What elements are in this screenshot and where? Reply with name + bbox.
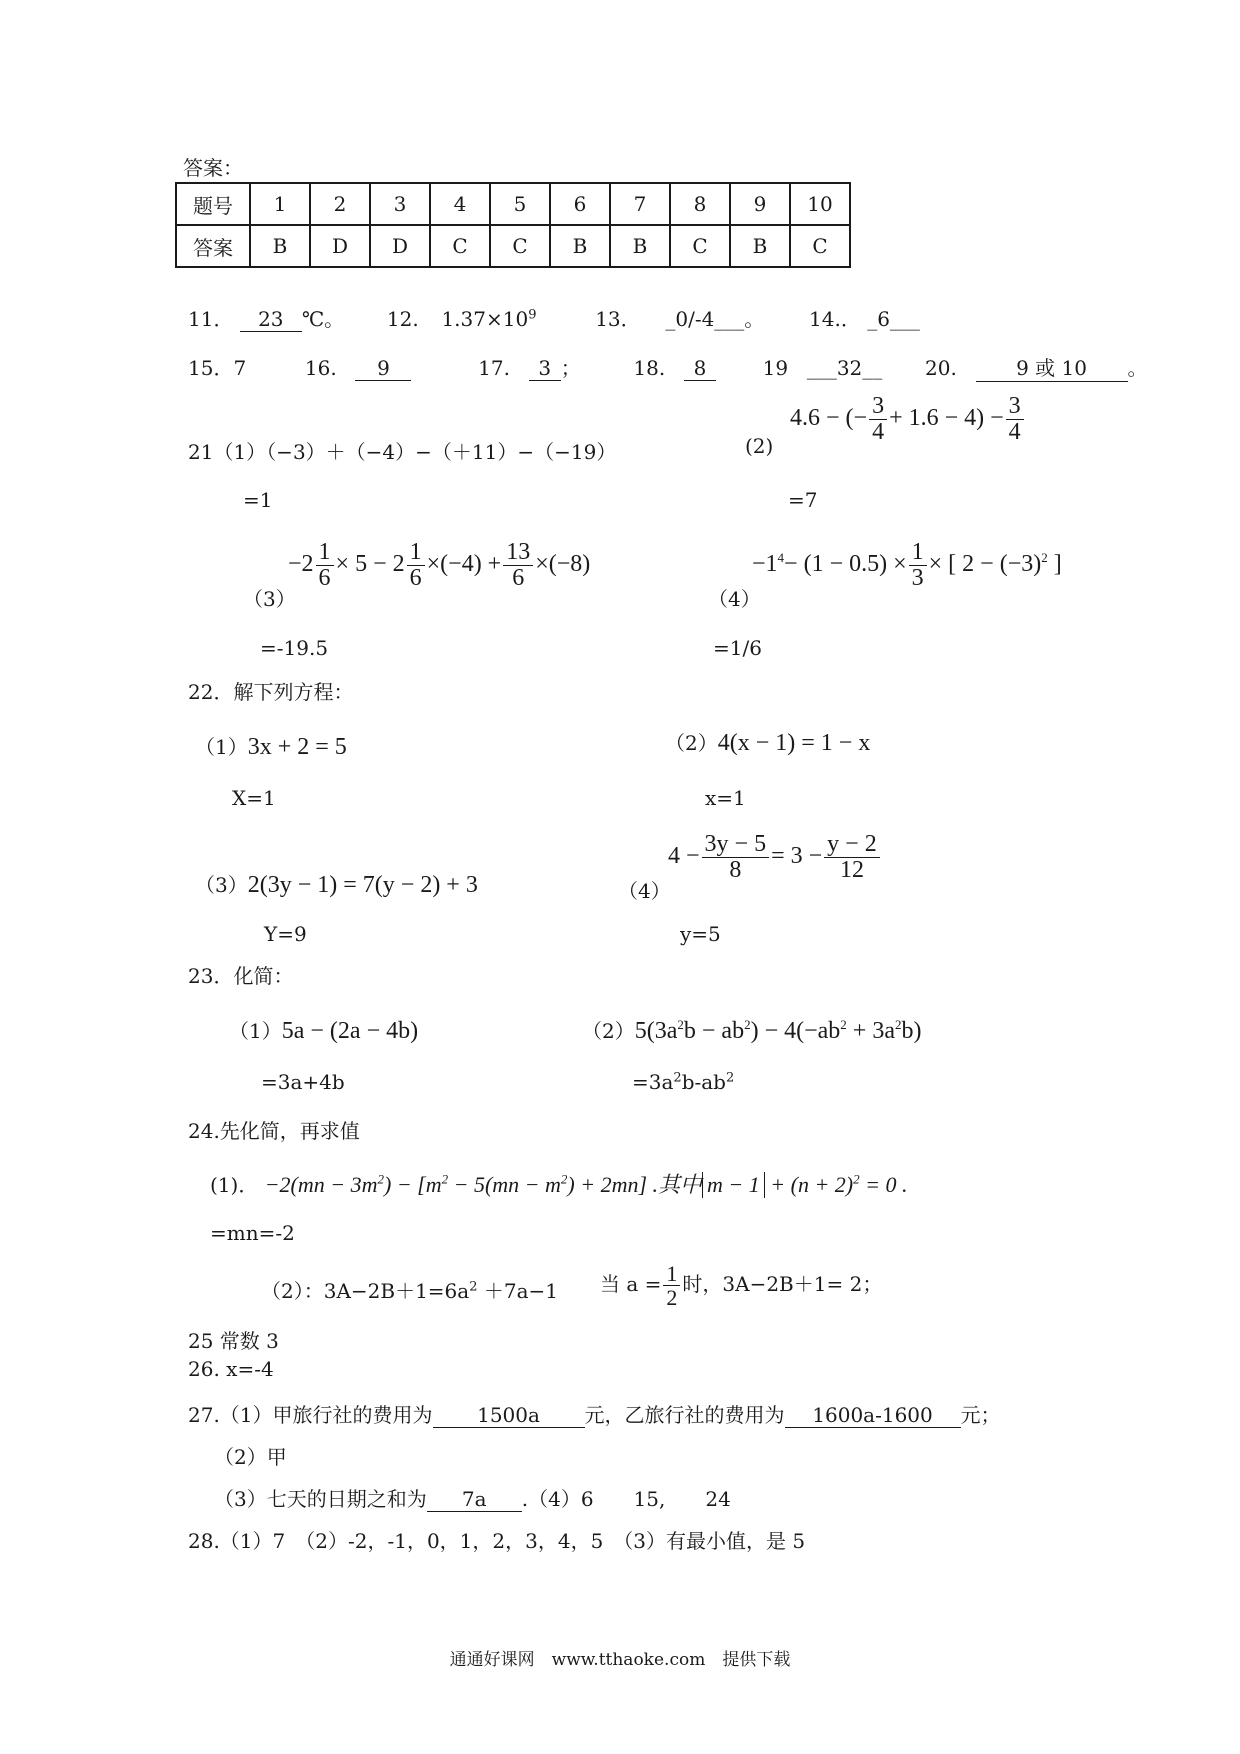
- answers-heading: 答案：: [183, 156, 243, 180]
- expr-part: ) − [m: [384, 1172, 442, 1197]
- expr-part: ) + 2mn] .其中: [567, 1172, 703, 1197]
- table-cell: C: [670, 225, 730, 267]
- expr-part: 5(3a: [634, 1018, 678, 1044]
- numerator: 1: [909, 540, 927, 566]
- numerator: 1: [663, 1262, 680, 1286]
- numerator: 3y − 5: [702, 832, 770, 858]
- footer-credit: 通通好课网 www.tthaoke.com 提供下载: [449, 1650, 791, 1670]
- expr-part: b): [901, 1018, 922, 1044]
- q12-exponent: 9: [528, 307, 537, 323]
- denominator: 2: [666, 1285, 678, 1311]
- q17-answer: 3: [529, 356, 561, 381]
- q23-p2-answer: [632, 1070, 734, 1094]
- q24-p2: [261, 1275, 558, 1304]
- denominator: 4: [1008, 419, 1021, 446]
- q22-p2-answer: x=1: [705, 786, 746, 810]
- q22-p1-equation: 3x + 2 = 5: [247, 734, 347, 760]
- table-cell: 6: [550, 183, 610, 225]
- q21-p1-label: 21（1）: [188, 440, 267, 464]
- q23-p1: [229, 1015, 418, 1045]
- q14-number: 14.．: [809, 307, 861, 331]
- table-cell: 8: [670, 183, 730, 225]
- expr-part: × [ 2 − (−3): [928, 551, 1042, 578]
- answer-part: =3a: [632, 1070, 674, 1094]
- q22-p3-label: （3）: [195, 873, 248, 897]
- table-cell: 2: [310, 183, 370, 225]
- q27-p2: （2）甲: [214, 1445, 287, 1469]
- q27-text: 元，乙旅行社的费用为: [584, 1403, 785, 1427]
- q16-answer: 9: [355, 356, 411, 381]
- exponent: 2: [441, 1171, 449, 1187]
- q11-answer: 23: [240, 307, 302, 332]
- exponent: 2: [1041, 550, 1048, 566]
- q19-number: 19: [762, 356, 789, 380]
- q22-p4-label: （4）: [618, 879, 671, 903]
- denominator: 4: [872, 419, 885, 446]
- q28-answer: 28.（1）7 （2）-2，-1，0，1，2，3，4，5 （3）有最小值，是 5: [188, 1529, 806, 1553]
- table-row-numbers: [176, 183, 850, 225]
- denominator: 6: [318, 565, 331, 592]
- q13-number: 13．: [595, 307, 641, 331]
- denominator: 6: [409, 565, 422, 592]
- q13-answer: _0/-4___。: [665, 307, 765, 331]
- exponent: 2: [560, 1171, 568, 1187]
- q27-p3: [214, 1483, 731, 1512]
- q24-p1-answer: =mn=-2: [210, 1221, 295, 1245]
- q27-answer-jia: 1500a: [433, 1403, 585, 1428]
- expr-part: + 3a: [846, 1018, 895, 1044]
- fraction: [503, 540, 533, 591]
- fraction: [909, 540, 927, 591]
- table-row-answers: [176, 225, 850, 267]
- table-cell: C: [490, 225, 550, 267]
- q27-answer-sum: 7a: [427, 1487, 522, 1512]
- answer-table: [175, 182, 851, 268]
- expr-part: = 0 .: [859, 1172, 908, 1197]
- q22-p2-equation: 4(x − 1) = 1 − x: [717, 730, 871, 756]
- expr-part: ) − 4(−ab: [750, 1018, 841, 1044]
- expr-part: − (1 − 0.5) ×: [784, 551, 907, 578]
- table-cell: B: [550, 225, 610, 267]
- fill-row-11-14: [188, 303, 920, 332]
- expr-part: ×(−4) +: [426, 551, 502, 578]
- fraction: [663, 1262, 680, 1309]
- exponent: 2: [840, 1017, 847, 1032]
- q11-number: 11．: [188, 307, 234, 331]
- q17-tail: ；: [560, 356, 581, 380]
- exponent: 2: [894, 1017, 902, 1032]
- q22-p1-answer: X=1: [232, 786, 276, 810]
- q23-p2: [582, 1015, 921, 1045]
- table-row-label: 答案: [176, 225, 250, 267]
- q24-p2-condition: [600, 1262, 882, 1309]
- denominator: 3: [911, 565, 924, 592]
- q22-p3: [195, 869, 478, 899]
- q21-p3-answer: =-19.5: [260, 636, 329, 660]
- q21-p4-expression: [752, 540, 1062, 591]
- fraction: [702, 832, 770, 883]
- expr-part: 4.6 − (−: [790, 405, 868, 432]
- fraction: [316, 540, 334, 591]
- table-row-label: 题号: [176, 183, 250, 225]
- expr-part: + (n + 2): [764, 1172, 854, 1197]
- q21-p2-answer: =7: [788, 488, 818, 512]
- q20-tail: 。: [1127, 356, 1148, 380]
- q22-p4-answer: y=5: [680, 922, 721, 946]
- fraction: [1006, 394, 1024, 445]
- q22-p1: [195, 731, 347, 761]
- q22-p3-equation: 2(3y − 1) = 7(y − 2) + 3: [247, 872, 478, 898]
- exponent: 2: [673, 1070, 682, 1086]
- fraction: [407, 540, 425, 591]
- table-cell: 4: [430, 183, 490, 225]
- q24-title: 24.先化简，再求值: [188, 1119, 360, 1143]
- fraction: [824, 832, 880, 883]
- numerator: 13: [503, 540, 533, 566]
- expr-part: + 1.6 − 4) −: [889, 405, 1004, 432]
- exponent: 2: [725, 1070, 735, 1086]
- q11-unit: ℃。: [301, 307, 345, 331]
- q24-p1-expression: [265, 1172, 908, 1197]
- q12-number: 12.: [386, 307, 419, 331]
- numerator: y − 2: [824, 832, 880, 858]
- q21-p2-expression: [790, 394, 1026, 445]
- exponent: 2: [853, 1171, 860, 1187]
- exponent: 2: [377, 1171, 384, 1187]
- table-cell: 9: [730, 183, 790, 225]
- q21-p4-label: （4）: [708, 587, 761, 611]
- expr-part: − 5(mn − m: [448, 1172, 561, 1197]
- table-cell: 10: [790, 183, 850, 225]
- table-cell: 5: [490, 183, 550, 225]
- exponent: 2: [677, 1017, 684, 1032]
- q22-p1-label: （1）: [195, 735, 248, 759]
- table-cell: C: [790, 225, 850, 267]
- table-cell: B: [730, 225, 790, 267]
- answer-part: b-ab: [681, 1070, 726, 1094]
- q27-text: 元；: [960, 1403, 1001, 1427]
- table-cell: C: [430, 225, 490, 267]
- q21-part1: [188, 436, 616, 465]
- q17-number: 17.: [478, 356, 510, 380]
- q22-p2: [665, 727, 870, 757]
- q20-number: 20.: [925, 356, 957, 380]
- fraction: [869, 394, 887, 445]
- table-cell: 1: [250, 183, 310, 225]
- q21-p4-answer: =1/6: [713, 636, 762, 660]
- q27-p1: [188, 1399, 1001, 1428]
- expr-part: ＋7a−1: [477, 1279, 558, 1303]
- denominator: 6: [512, 565, 525, 592]
- q23-p1-label: （1）: [229, 1019, 282, 1043]
- q24-p2-label: （2）：3A−2B＋1=6a: [261, 1279, 470, 1303]
- expr-part: × 5 − 2: [335, 551, 405, 578]
- exponent: 2: [469, 1279, 478, 1295]
- q23-p2-label: （2）: [582, 1019, 635, 1043]
- q27-answer-yi: 1600a-1600: [785, 1403, 961, 1428]
- q27-text: .（4）6 15, 24: [521, 1487, 731, 1511]
- q22-p3-answer: Y=9: [264, 922, 307, 946]
- q21-p3-expression: [288, 540, 590, 591]
- q21-p1-answer: =1: [243, 488, 273, 512]
- result-text: 时，3A−2B＋1= 2；: [682, 1272, 883, 1297]
- q23-title: 23．化简：: [188, 964, 294, 988]
- denominator: 12: [839, 857, 864, 884]
- table-cell: D: [370, 225, 430, 267]
- denominator: 8: [729, 857, 742, 884]
- q12-answer: 1.37×10: [441, 307, 529, 331]
- absolute-value: m − 1: [702, 1172, 765, 1198]
- q15-answer: 15．7: [188, 356, 247, 380]
- condition-text: 当 a =: [600, 1272, 662, 1297]
- q25-answer: 25 常数 3: [188, 1329, 279, 1353]
- q22-p2-label: （2）: [665, 731, 718, 755]
- q21-p2-label: (2): [745, 434, 774, 458]
- table-cell: D: [310, 225, 370, 267]
- numerator: 3: [1006, 394, 1024, 420]
- q23-p1-answer: =3a+4b: [261, 1070, 345, 1094]
- expr-part: b − ab: [683, 1018, 745, 1044]
- q16-number: 16.: [304, 356, 337, 380]
- numerator: 1: [407, 540, 425, 566]
- expr-part: ×(−8): [535, 551, 591, 578]
- q20-answer: 9 或 10: [976, 352, 1128, 382]
- q19-answer: ___32__: [806, 356, 883, 380]
- expr-part: = 3 −: [771, 843, 823, 870]
- q26-answer: 26. x=-4: [188, 1357, 274, 1381]
- fill-row-15-20: [188, 352, 1148, 382]
- q24-p1-label: (1)．: [210, 1173, 259, 1197]
- numerator: 1: [316, 540, 334, 566]
- q21-p1-expression: （−3）＋（−4）−（＋11）−（−19）: [266, 440, 617, 464]
- table-cell: B: [610, 225, 670, 267]
- q24-p1: [210, 1168, 907, 1199]
- q23-p1-expression: 5a − (2a − 4b): [281, 1018, 419, 1044]
- q18-answer: 8: [684, 356, 716, 381]
- q23-p2-expression: [635, 1018, 922, 1044]
- expr-part: −1: [752, 551, 778, 578]
- q22-title: 22．解下列方程：: [188, 680, 354, 704]
- q22-p4-equation: [668, 832, 882, 883]
- expr-part: −2(mn − 3m: [264, 1172, 378, 1197]
- numerator: 3: [869, 394, 887, 420]
- expr-part: −2: [288, 551, 314, 578]
- table-cell: 3: [370, 183, 430, 225]
- exponent: 4: [777, 550, 785, 566]
- table-cell: B: [250, 225, 310, 267]
- expr-part: 4 −: [668, 843, 700, 870]
- q27-text: （3）七天的日期之和为: [214, 1487, 427, 1511]
- exponent: 2: [744, 1017, 751, 1032]
- expr-part: ]: [1047, 551, 1062, 578]
- q18-number: 18.: [633, 356, 666, 380]
- table-cell: 7: [610, 183, 670, 225]
- q27-text: 27.（1）甲旅行社的费用为: [188, 1403, 433, 1427]
- q14-answer: _6___: [867, 307, 920, 331]
- q21-p3-label: （3）: [243, 587, 296, 611]
